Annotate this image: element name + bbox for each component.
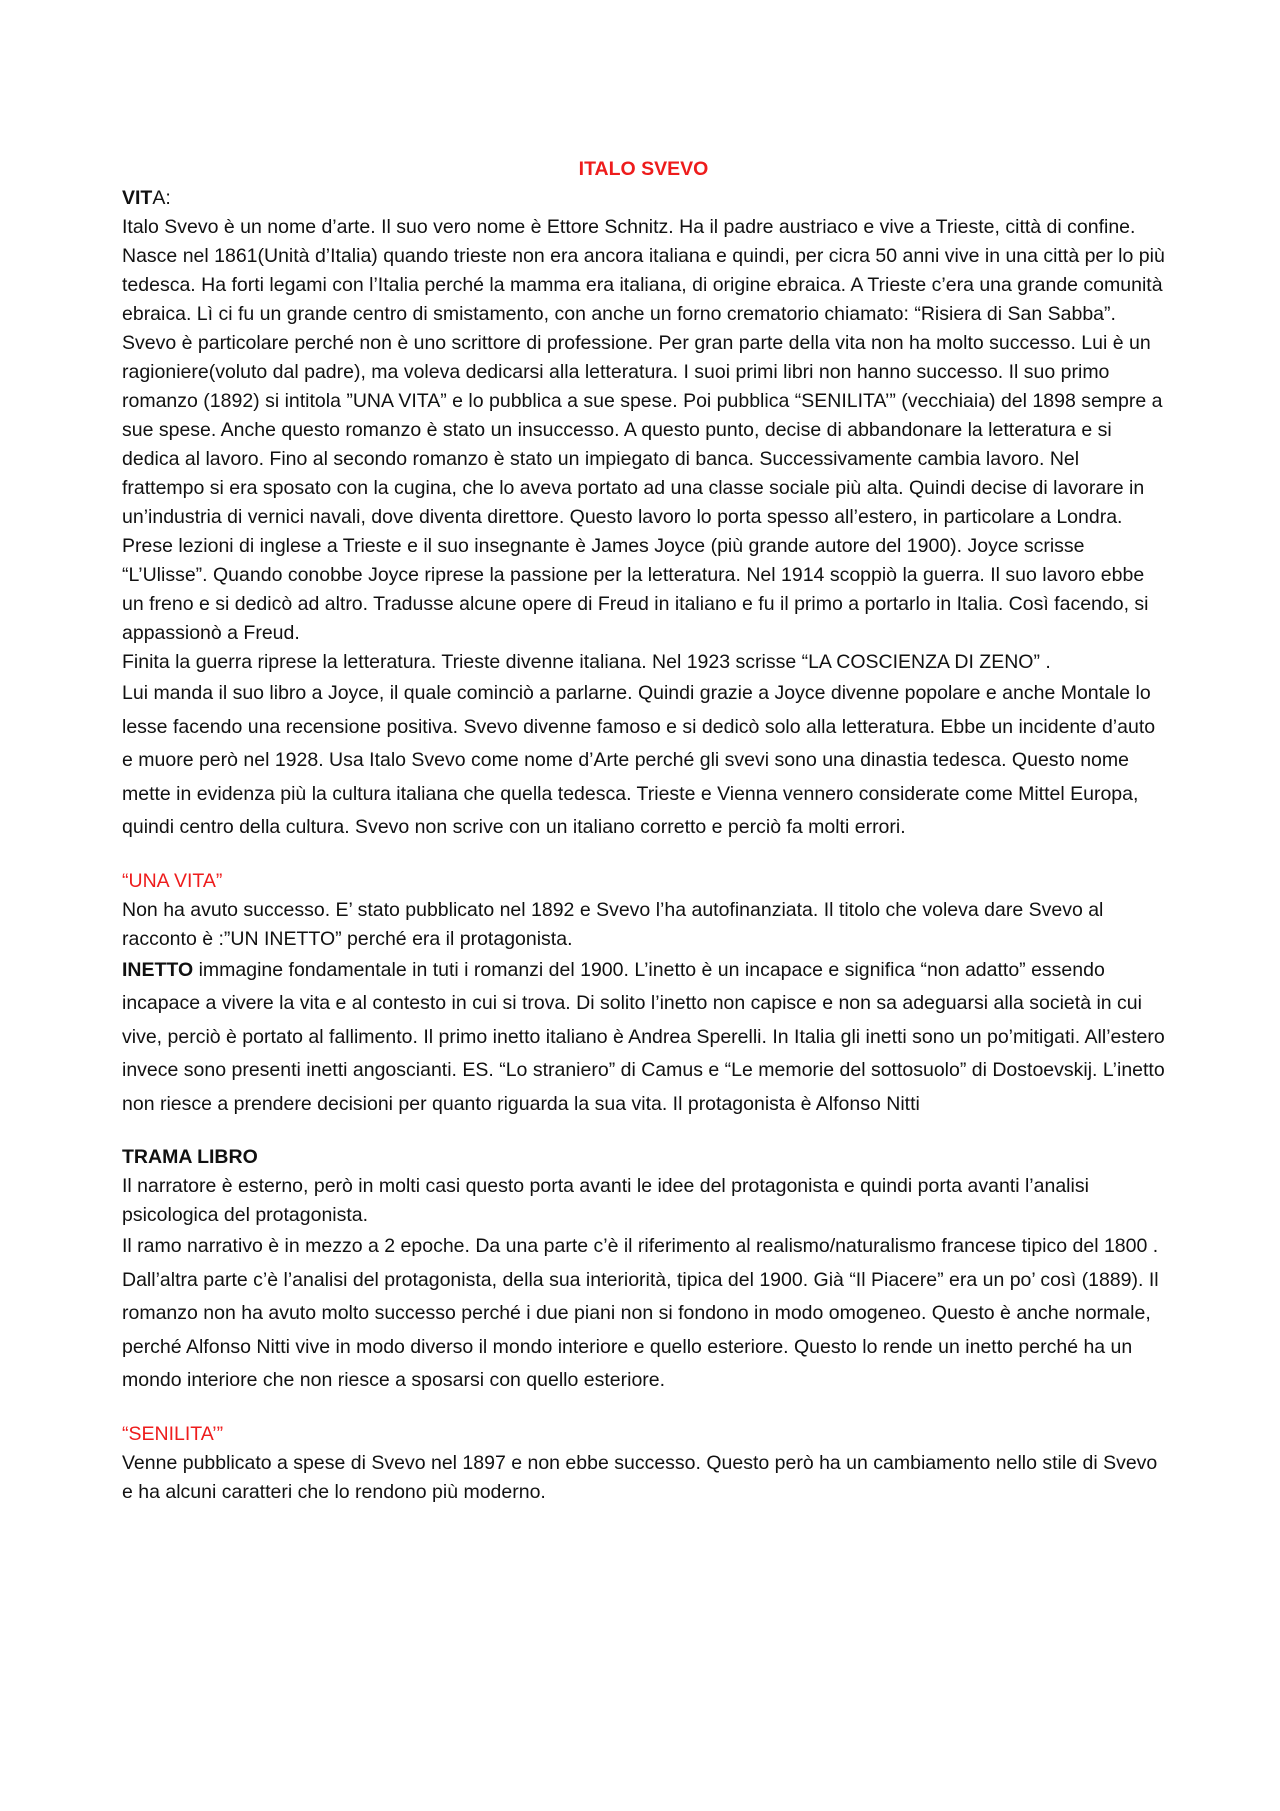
una-vita-paragraph-2 — [122, 954, 1165, 1122]
inetto-definition: immagine fondamentale in tuti i romanzi del 1900. L’inetto è un incapace e significa “non adatto” essendo incapace a vivere la vita e al contesto in cui si trova. Di solito l’inetto non capisce e non sa adeguarsi alla società in cui vive, perciò è portato al fallimento. Il primo inetto italiano è Andrea Sperelli. In Italia gli inetti sono un po’mitigati. All’estero invece sono presenti inetti angoscianti. ES. “Lo straniero” di Camus e “Le memorie del sottosuolo” di Dostoevskij. L’inetto non riesce a prendere decisioni per quanto riguarda la sua vita. Il protagonista è Alfonso Nitti — [122, 958, 1165, 1115]
senilita-paragraph-1: Venne pubblicato a spese di Svevo nel 1897 e non ebbe successo. Questo però ha un cambiamento nello stile di Svevo e ha alcuni caratteri che lo rendono più moderno. — [122, 1451, 1158, 1503]
vita-paragraph-2: Nasce nel 1861(Unità d’Italia) quando trieste non era ancora italiana e quindi, per cicra 50 anni vive in una città per lo più tedesca. Ha forti legami con l’Italia perché la mamma era italiana, di origine ebraica. A Trieste c’era una grande comunità ebraica. Lì ci fu un grande centro di smistamento, con anche un forno crematorio chiamato: “Risiera di San Sabba”. — [122, 245, 1165, 325]
trama-paragraph-1: Il narratore è esterno, però in molti casi questo porta avanti le idee del protagonista e quindi porta avanti l’analisi psicologica del protagonista. — [122, 1175, 1089, 1226]
section-heading-senilita: “SENILITA’” — [122, 1422, 224, 1445]
una-vita-paragraph-1: Non ha avuto successo. E’ stato pubblicato nel 1892 e Svevo l’ha autofinanziata. Il titolo che voleva dare Svevo al racconto è :”UN INETTO” perché era il protagonista. — [122, 898, 1104, 950]
document-title: ITALO SVEVO — [578, 158, 709, 180]
section-heading-vita — [122, 184, 1165, 213]
section-heading-una-vita: “UNA VITA” — [122, 869, 223, 892]
vita-paragraph-1: Italo Svevo è un nome d’arte. Il suo vero nome è Ettore Schnitz. Ha il padre austriaco e vive a Trieste, città di confine. — [122, 216, 1136, 238]
section-heading-trama: TRAMA LIBRO — [122, 1146, 258, 1168]
heading-vita-rest: A: — [152, 187, 171, 209]
trama-paragraph-2: Il ramo narrativo è in mezzo a 2 epoche. Da una parte c’è il riferimento al realismo/naturalismo francese tipico del 1800 . Dall’altra parte c’è l’analisi del protagonista, della sua interiorità, tipica del 1900. Già “Il Piacere” era un po’ così (1889). Il romanzo non ha avuto molto successo perché i due piani non si fondono in modo omogeneo. Questo è anche normale, perché Alfonso Nitti vive in modo diverso il mondo interiore e quello esteriore. Questo lo rende un inetto perché ha un mondo interiore che non riesce a sposarsi con quello esteriore. — [122, 1235, 1159, 1391]
vita-paragraph-4: Finita la guerra riprese la letteratura. Trieste divenne italiana. Nel 1923 scrisse “LA COSCIENZA DI ZENO” . — [122, 651, 1051, 673]
heading-vita-bold: VIT — [122, 187, 153, 209]
vita-paragraph-5: Lui manda il suo libro a Joyce, il quale cominciò a parlarne. Quindi grazie a Joyce divenne popolare e anche Montale lo lesse facendo una recensione positiva. Svevo divenne famoso e si dedicò solo alla letteratura. Ebbe un incidente d’auto e muore però nel 1928. Usa Italo Svevo come nome d’Arte perché gli svevi sono una dinastia tedesca. Questo nome mette in evidenza più la cultura italiana che quella tedesca. Trieste e Vienna vennero considerate come Mittel Europa, quindi centro della cultura. Svevo non scrive con un italiano corretto e perciò fa molti errori. — [122, 682, 1156, 838]
inetto-term: INETTO — [122, 958, 194, 981]
vita-paragraph-3: Svevo è particolare perché non è uno scrittore di professione. Per gran parte della vita non ha molto successo. Lui è un ragioniere(voluto dal padre), ma voleva dedicarsi alla letteratura. I suoi primi libri non hanno successo. Il suo primo romanzo (1892) si intitola ”UNA VITA” e lo pubblica a sue spese. Poi pubblica “SENILITA’” (vecchiaia) del 1898 sempre a sue spese. Anche questo romanzo è stato un insuccesso. A questo punto, decise di abbandonare la letteratura e si dedica al lavoro. Fino al secondo romanzo è stato un impiegato di banca. Successivamente cambia lavoro. Nel frattempo si era sposato con la cugina, che lo aveva portato ad una classe sociale più alta. Quindi decise di lavorare in un’industria di vernici navali, dove diventa direttore. Questo lavoro lo porta spesso all’estero, in particolare a Londra. Prese lezioni di inglese a Trieste e il suo insegnante è James Joyce (più grande autore del 1900). Joyce scrisse “L’Ulisse”. Quando conobbe Joyce riprese la passione per la letteratura. Nel 1914 scoppiò la guerra. Il suo lavoro ebbe un freno e si dedicò ad altro. Tradusse alcune opere di Freud in italiano e fu il primo a portarlo in Italia. Così facendo, si appassionò a Freud. — [122, 332, 1163, 644]
